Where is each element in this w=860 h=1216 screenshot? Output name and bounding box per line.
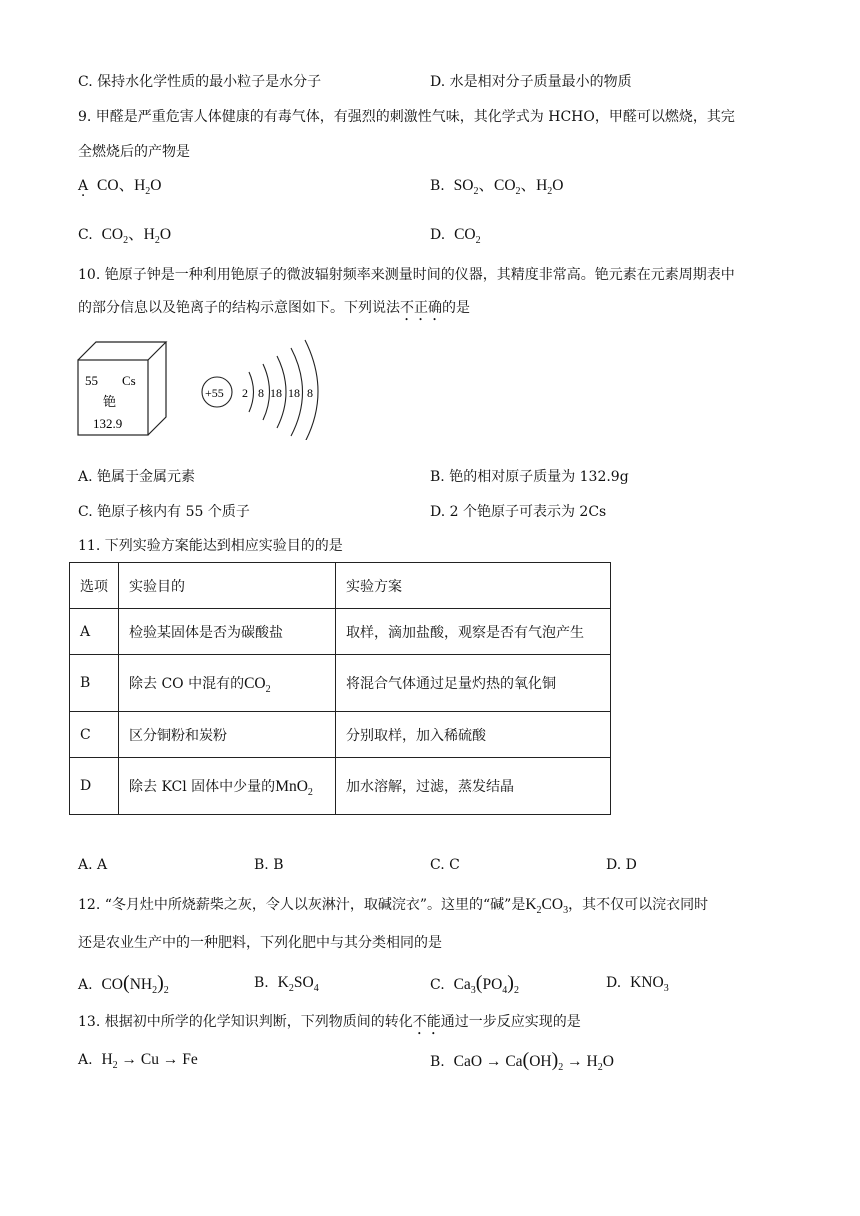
ion-shell-arc xyxy=(249,372,254,412)
q10-option-a: A. 铯属于金属元素 xyxy=(78,469,196,485)
table-cell-plan: 将混合气体通过足量灼热的氧化铜 xyxy=(336,655,611,712)
q10-option-d: D. 2 个铯原子可表示为 2Cs xyxy=(430,504,607,520)
element-mass: 132.9 xyxy=(93,416,123,431)
q13-option-b: B. CaO → $Ca(OH)_2 \to H_2O$ xyxy=(430,1049,614,1073)
q8-option-d: D. 水是相对分子质量最小的物质 xyxy=(430,74,632,90)
ion-shell-electrons: 18 xyxy=(270,386,282,400)
element-atomic-number: 55 xyxy=(85,373,98,388)
table-header-cell: 选项 xyxy=(70,563,119,609)
q11-option-b: B. B xyxy=(254,857,284,873)
table-row xyxy=(70,758,611,815)
q9-option-d: D. $CO_2$ xyxy=(430,226,481,246)
table-cell-goal: 区分铜粉和炭粉 xyxy=(119,712,336,758)
q8-option-c: C. 保持水化学性质的最小粒子是水分子 xyxy=(78,74,322,90)
ion-nucleus-charge: +55 xyxy=(205,386,224,400)
q11-option-d: D. D xyxy=(606,857,637,873)
table-cell-option: C xyxy=(70,712,119,758)
q10-option-b: B. 铯的相对原子质量为 132.9g xyxy=(430,469,629,485)
emphasis-not-correct: 不正确 xyxy=(400,300,442,316)
q11-option-a: A. A xyxy=(78,857,108,873)
q10-stem-line1: 10. 铯原子钟是一种利用铯原子的微波辐射频率来测量时间的仪器，其精度非常高。铯元素在元素周期表中 xyxy=(78,267,735,283)
table-row xyxy=(70,609,611,655)
ion-shell-electrons: 18 xyxy=(288,386,300,400)
q10-option-c: C. 铯原子核内有 55 个质子 xyxy=(78,504,250,520)
q12-option-c: C. $Ca_3(PO_4)_2$ xyxy=(430,972,519,996)
element-name: 铯 xyxy=(103,395,117,410)
element-symbol: Cs xyxy=(122,373,136,388)
table-cell-option: D xyxy=(70,758,119,815)
ion-shell-electrons: 2 xyxy=(242,386,248,400)
q12-option-a: A. $CO(NH_2)_2$ xyxy=(78,972,169,996)
q12-option-b: B. $K_2SO_4$ xyxy=(254,974,319,994)
table-cell-plan: 加水溶解，过滤，蒸发结晶 xyxy=(336,758,611,815)
experiment-table xyxy=(69,562,611,815)
q12-option-d: D. $KNO_3$ xyxy=(606,974,669,994)
table-header-cell: 实验目的 xyxy=(119,563,336,609)
table-row xyxy=(70,655,611,712)
table-row xyxy=(70,712,611,758)
table-cell-goal: 除去 CO 中混有的$CO_2$ xyxy=(119,655,336,712)
q11-option-c: C. C xyxy=(430,857,460,873)
table-header-cell: 实验方案 xyxy=(336,563,611,609)
q9-option-c: C. $CO_2$、$H_2O$ xyxy=(78,226,172,246)
q13-stem: 13. 根据初中所学的化学知识判断，下列物质间的转化不能通过一步反应实现的是 xyxy=(78,1014,581,1030)
q9-stem-line2: 全燃烧后的产物是 xyxy=(78,144,190,160)
q10-stem-line2: 的部分信息以及铯离子的结构示意图如下。下列说法不正确的是 xyxy=(78,300,470,316)
ion-shell-electrons: 8 xyxy=(307,386,313,400)
table-cell-plan: 分别取样，加入稀硫酸 xyxy=(336,712,611,758)
cesium-figure xyxy=(76,330,326,440)
table-header-row xyxy=(70,563,611,609)
q13-option-a: A. $H_2 \to Cu \to Fe$ xyxy=(78,1051,198,1071)
q11-stem: 11. 下列实验方案能达到相应实验目的的是 xyxy=(78,538,343,554)
table-cell-option: B xyxy=(70,655,119,712)
q12-stem-line2: 还是农业生产中的一种肥料，下列化肥中与其分类相同的是 xyxy=(78,935,442,951)
table-cell-option: A xyxy=(70,609,119,655)
ion-shell-electrons: 8 xyxy=(258,386,264,400)
q9-stem-line1: 9. 甲醛是严重危害人体健康的有毒气体，有强烈的刺激性气味，其化学式为 HCHO，甲醛可以燃烧，其完 xyxy=(78,109,735,125)
q12-stem-line1: 12. “冬月灶中所烧薪柴之灰，令人以灰淋汁，取碱浣衣”。这里的“碱”是$K_2CO_3$，其不仅可以浣衣同时 xyxy=(78,896,709,916)
emphasis-cannot: 不能 xyxy=(412,1014,441,1030)
q9-option-b: B. $SO_2$、$CO_2$、$H_2O$ xyxy=(430,177,564,197)
table-cell-plan: 取样，滴加盐酸，观察是否有气泡产生 xyxy=(336,609,611,655)
table-cell-goal: 除去 KCl 固体中少量的MnO$_2$ xyxy=(119,758,336,815)
table-cell-goal: 检验某固体是否为碳酸盐 xyxy=(119,609,336,655)
q9-option-a: A · CO、$H_2O$ xyxy=(78,176,162,196)
